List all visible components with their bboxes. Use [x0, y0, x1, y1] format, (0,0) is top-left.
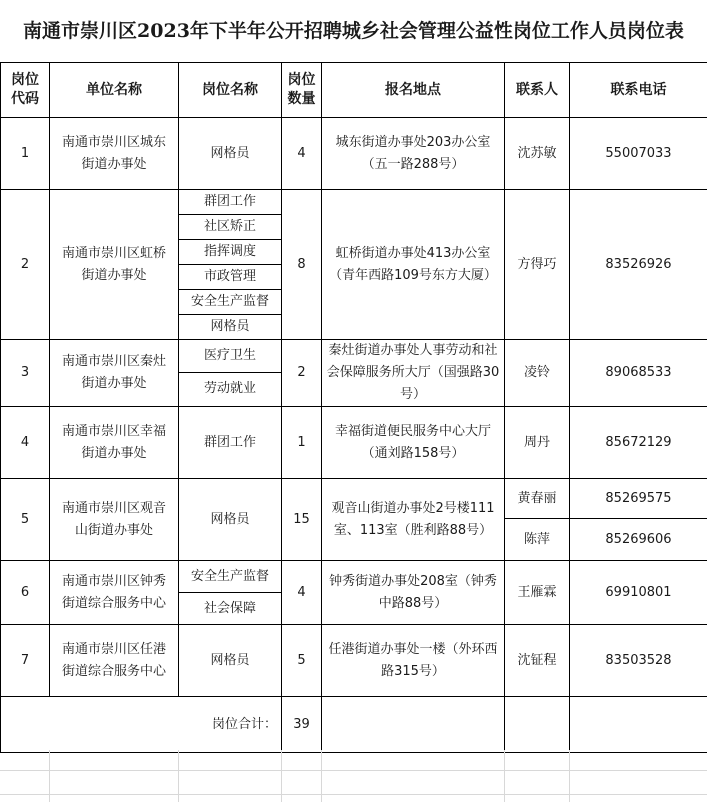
- cell-code: 3: [1, 340, 50, 407]
- total-row: [1, 697, 707, 753]
- cell-contact: 陈萍: [505, 519, 570, 561]
- header-code: 岗位 代码: [1, 63, 50, 118]
- header-location: 报名地点: [322, 63, 505, 118]
- cell-location: 观音山街道办事处2号楼111室、113室（胜利路88号）: [322, 479, 505, 561]
- cell-code: 7: [1, 625, 50, 697]
- cell-post: 社区矫正: [179, 215, 282, 240]
- header-unit: 单位名称: [50, 63, 179, 118]
- cell-post: 社会保障: [179, 593, 282, 625]
- cell-count: 15: [282, 479, 322, 561]
- empty-cell: [505, 697, 570, 753]
- cell-code: 6: [1, 561, 50, 625]
- header-phone: 联系电话: [570, 63, 707, 118]
- cell-contact: 王雁霖: [505, 561, 570, 625]
- table-row: [1, 190, 707, 215]
- cell-count: 1: [282, 407, 322, 479]
- cell-location: 虹桥街道办事处413办公室（青年西路109号东方大厦）: [322, 190, 505, 340]
- cell-phone: 85672129: [570, 407, 707, 479]
- empty-cell: [322, 697, 505, 753]
- cell-location: 城东街道办事处203办公室（五一路288号）: [322, 118, 505, 190]
- header-post: 岗位名称: [179, 63, 282, 118]
- table-row: [1, 118, 707, 190]
- table-row: [1, 625, 707, 697]
- cell-post: 网格员: [179, 479, 282, 561]
- cell-post: 安全生产监督: [179, 561, 282, 593]
- cell-count: 4: [282, 561, 322, 625]
- cell-contact: 凌铃: [505, 340, 570, 407]
- cell-post: 网格员: [179, 625, 282, 697]
- cell-contact: 黄春丽: [505, 479, 570, 519]
- cell-phone: 55007033: [570, 118, 707, 190]
- cell-phone: 83526926: [570, 190, 707, 340]
- cell-post: 群团工作: [179, 407, 282, 479]
- cell-post: 网格员: [179, 315, 282, 340]
- cell-phone: 69910801: [570, 561, 707, 625]
- cell-code: 1: [1, 118, 50, 190]
- cell-unit: 南通市崇川区城东街道办事处: [50, 118, 179, 190]
- cell-phone: 89068533: [570, 340, 707, 407]
- cell-code: 2: [1, 190, 50, 340]
- cell-count: 4: [282, 118, 322, 190]
- header-row: [1, 63, 707, 118]
- cell-location: 秦灶街道办事处人事劳动和社会保障服务所大厅（国强路30号）: [322, 340, 505, 407]
- cell-unit: 南通市崇川区任港街道综合服务中心: [50, 625, 179, 697]
- cell-code: 5: [1, 479, 50, 561]
- cell-unit: 南通市崇川区幸福街道办事处: [50, 407, 179, 479]
- cell-unit: 南通市崇川区秦灶街道办事处: [50, 340, 179, 407]
- cell-location: 幸福街道便民服务中心大厅（通刘路158号）: [322, 407, 505, 479]
- cell-count: 8: [282, 190, 322, 340]
- total-value: 39: [282, 697, 322, 753]
- table-row: [1, 561, 707, 593]
- cell-phone: 85269606: [570, 519, 707, 561]
- cell-unit: 南通市崇川区观音山街道办事处: [50, 479, 179, 561]
- cell-contact: 方得巧: [505, 190, 570, 340]
- cell-location: 钟秀街道办事处208室（钟秀中路88号）: [322, 561, 505, 625]
- empty-cell: [570, 697, 707, 753]
- header-count: 岗位 数量: [282, 63, 322, 118]
- cell-unit: 南通市崇川区虹桥街道办事处: [50, 190, 179, 340]
- table-row: [1, 340, 707, 373]
- cell-phone: 83503528: [570, 625, 707, 697]
- recruitment-table: [0, 62, 707, 753]
- cell-phone: 85269575: [570, 479, 707, 519]
- cell-count: 5: [282, 625, 322, 697]
- cell-post: 医疗卫生: [179, 340, 282, 373]
- cell-location: 任港街道办事处一楼（外环西路315号）: [322, 625, 505, 697]
- cell-post: 网格员: [179, 118, 282, 190]
- cell-post: 安全生产监督: [179, 290, 282, 315]
- cell-code: 4: [1, 407, 50, 479]
- cell-post: 群团工作: [179, 190, 282, 215]
- cell-post: 指挥调度: [179, 240, 282, 265]
- cell-count: 2: [282, 340, 322, 407]
- cell-post: 劳动就业: [179, 372, 282, 406]
- table-row: [1, 479, 707, 519]
- cell-contact: 沈钲程: [505, 625, 570, 697]
- cell-contact: 周丹: [505, 407, 570, 479]
- table-row: [1, 407, 707, 479]
- page-title: 南通市崇川区2023年下半年公开招聘城乡社会管理公益性岗位工作人员岗位表: [23, 20, 684, 42]
- cell-post: 市政管理: [179, 265, 282, 290]
- header-contact: 联系人: [505, 63, 570, 118]
- cell-unit: 南通市崇川区钟秀街道综合服务中心: [50, 561, 179, 625]
- cell-contact: 沈苏敏: [505, 118, 570, 190]
- total-label: 岗位合计：: [1, 697, 282, 753]
